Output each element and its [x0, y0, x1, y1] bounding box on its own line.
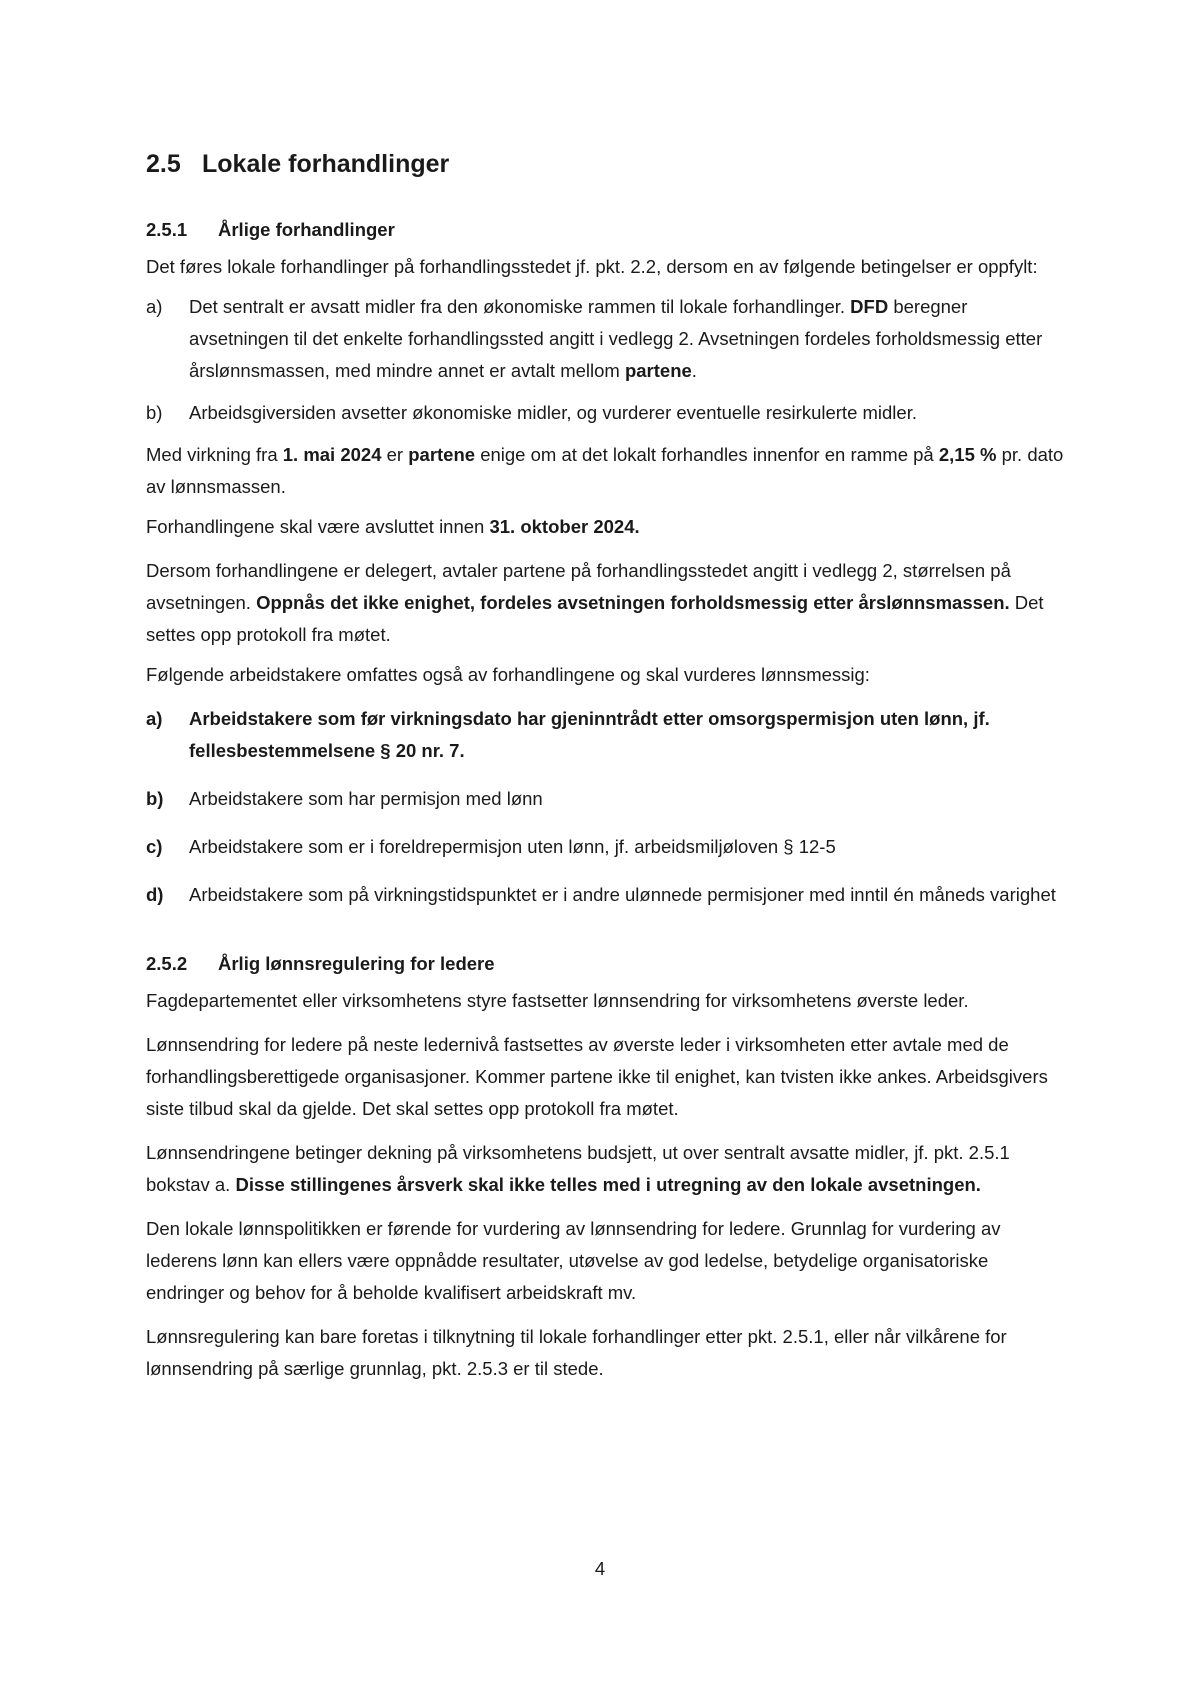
list-item — [146, 879, 1066, 911]
subsection-heading-2-5-2 — [146, 953, 1066, 975]
list-item — [146, 783, 1066, 815]
list-item-text: Arbeidstakere som har permisjon med lønn — [189, 788, 543, 809]
list-marker: a) — [146, 708, 163, 729]
list-marker: d) — [146, 884, 164, 905]
bold-run: partene — [408, 444, 476, 465]
text-run: Det settes opp protokoll fra møtet. — [146, 592, 1044, 645]
text-run: Med virkning fra — [146, 444, 283, 465]
bold-run: Oppnås det ikke enighet, fordeles avsetningen forholdsmessig etter årslønnsmassen. — [256, 592, 1010, 613]
list-item — [146, 831, 1066, 863]
subsection-title: Årlig lønnsregulering for ledere — [218, 953, 495, 974]
text-run: enige om at det lokalt forhandles innenfor en ramme på — [475, 444, 939, 465]
subsection-number: 2.5.1 — [146, 219, 188, 240]
bold-run: partene — [624, 360, 692, 381]
list-item-text — [189, 703, 1066, 767]
text-run: Forhandlingene skal være avsluttet innen — [146, 516, 490, 537]
bold-run: DFD — [850, 296, 889, 317]
bold-run: 1. mai 2024 — [282, 444, 382, 465]
folgende-paragraph: Følgende arbeidstakere omfattes også av forhandlingene og skal vurderes lønnsmessig: — [146, 664, 870, 685]
condition-b-text: Arbeidsgiversiden avsetter økonomiske midler, og vurderer eventuelle resirkulerte midler. — [189, 402, 917, 423]
condition-a-text — [189, 291, 1066, 387]
text-run: beregner avsetningen til det enkelte forhandlingssted angitt i vedlegg 2. Avsetningen fordeles forholdsmessig etter årslønnsmassen, med mindre annet er avtalt mellom — [189, 296, 1043, 381]
text-run: Lønnsendringene betinger dekning på virksomhetens budsjett, ut over sentralt avsatte midler, jf. pkt. 2.5.1 bokstav a. — [146, 1142, 1010, 1195]
virkning-paragraph — [146, 439, 1066, 503]
subsection-title: Årlige forhandlinger — [218, 219, 395, 240]
text-run: er — [381, 444, 409, 465]
bold-run: Disse stillingenes årsverk skal ikke telles med i utregning av den lokale avsetningen. — [235, 1174, 981, 1195]
list-item — [146, 703, 1066, 767]
bold-run: 2,15 % — [938, 444, 997, 465]
section-heading — [146, 150, 1066, 179]
paragraph: Lønnsregulering kan bare foretas i tilknytning til lokale forhandlinger etter pkt. 2.5.1, eller når vilkårene for lønnsendring på særlige grunnlag, pkt. 2.5.3 er til stede. — [146, 1326, 1007, 1379]
paragraph: Lønnsendring for ledere på neste ledernivå fastsettes av øverste leder i virksomheten etter avtale med de forhandlingsberettigede organisasjoner. Kommer partene ikke til enighet, kan tvisten ikke ankes. Arbeidsgivers siste tilbud skal da gjelde. Det skal settes opp protokoll fra møtet. — [146, 1034, 1048, 1119]
avsluttet-paragraph — [146, 511, 1066, 543]
page-number: 4 — [594, 1558, 606, 1579]
list-marker: a) — [146, 296, 163, 317]
bold-run: 31. oktober 2024. — [489, 516, 640, 537]
section-number: 2.5 — [146, 150, 181, 178]
paragraph — [146, 1137, 1066, 1201]
list-item-text: Arbeidstakere som er i foreldrepermisjon uten lønn, jf. arbeidsmiljøloven § 12-5 — [189, 836, 836, 857]
list-marker: b) — [146, 402, 163, 423]
section-title: Lokale forhandlinger — [202, 150, 450, 178]
page-content — [146, 150, 1066, 1393]
condition-b — [146, 397, 1066, 429]
paragraph: Fagdepartementet eller virksomhetens styre fastsetter lønnsendring for virksomhetens øverste leder. — [146, 990, 969, 1011]
condition-a — [146, 291, 1066, 387]
text-run: Det sentralt er avsatt midler fra den økonomiske rammen til lokale forhandlinger. — [189, 296, 851, 317]
bold-run: Arbeidstakere som før virkningsdato har gjeninntrådt etter omsorgspermisjon uten lønn, jf. fellesbestemmelsene § 20 nr. 7. — [189, 708, 990, 761]
paragraph: Den lokale lønnspolitikken er førende for vurdering av lønnsendring for ledere. Grunnlag for vurdering av lederens lønn kan ellers være oppnådde resultater, utøvelse av god ledelse, betydelige organisatoriske endringer og behov for å beholde kvalifisert arbeidskraft mv. — [146, 1218, 1001, 1303]
text-run: pr. dato av lønnsmassen. — [146, 444, 1064, 497]
list-marker: b) — [146, 788, 164, 809]
text-run: . — [691, 360, 697, 381]
list-item-text: Arbeidstakere som på virkningstidspunktet er i andre ulønnede permisjoner med inntil én måneds varighet — [189, 884, 1056, 905]
intro-paragraph: Det føres lokale forhandlinger på forhandlingsstedet jf. pkt. 2.2, dersom en av følgende betingelser er oppfylt: — [146, 256, 1038, 277]
text-run: Dersom forhandlingene er delegert, avtaler partene på forhandlingsstedet angitt i vedlegg 2, størrelsen på avsetningen. — [146, 560, 1011, 613]
subsection-number: 2.5.2 — [146, 953, 188, 974]
delegert-paragraph — [146, 555, 1066, 651]
list-marker: c) — [146, 836, 163, 857]
subsection-heading-2-5-1 — [146, 219, 1066, 241]
